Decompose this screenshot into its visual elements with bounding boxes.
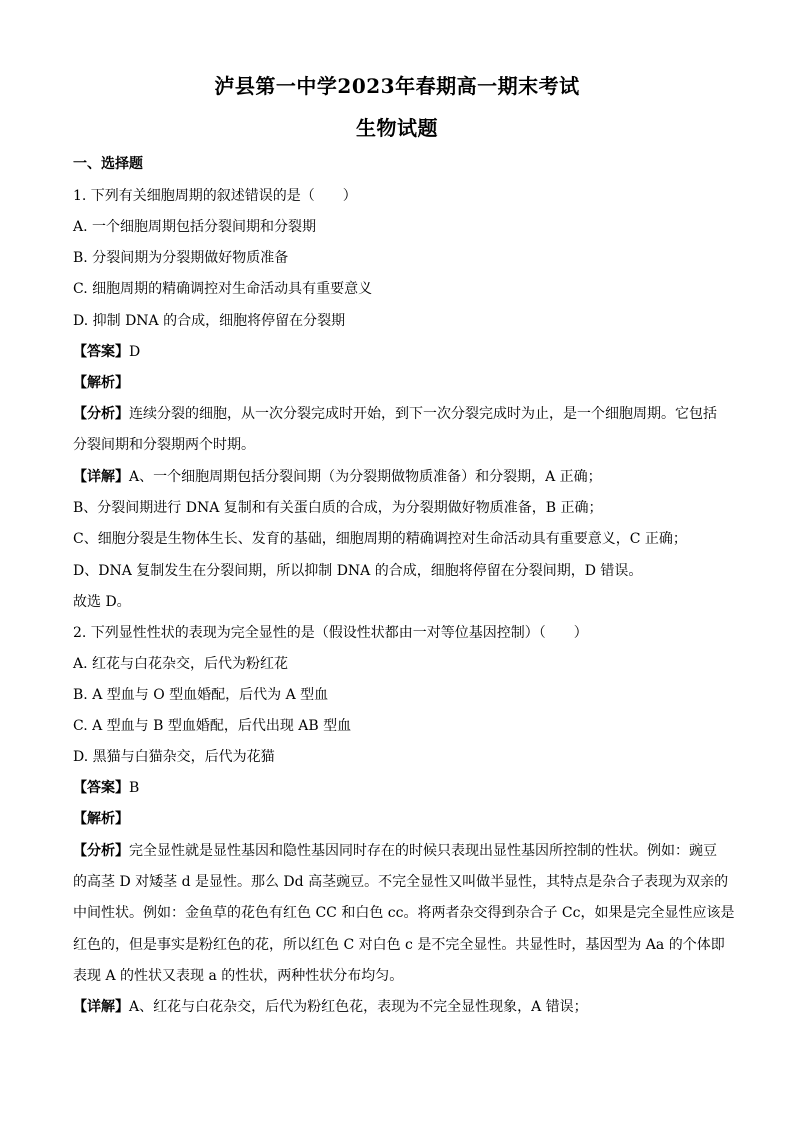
exam-title: 泸县第一中学2023年春期高一期末考试 [214,74,580,98]
q2-fenxi-line: 红色的，但是事实是粉红色的花，所以红色 C 对白色 c 是不完全显性。共显性时，基因型为 Aa 的个体即 [73,937,725,953]
q2-option-b: B. A 型血与 O 型血婚配，后代为 A 型血 [73,687,329,703]
q1-conclusion: 故选 D。 [73,594,131,610]
q1-option-b: B. 分裂间期为分裂期做好物质准备 [73,250,289,266]
q1-answer [73,343,723,361]
q1-xiangjie-label: 【详解】 [73,469,129,485]
q2-xiangjie-label: 【详解】 [73,999,129,1015]
q2-option-d: D. 黑猫与白猫杂交，后代为花猫 [73,749,275,765]
q2-analysis-label: 【解析】 [73,811,129,827]
q1-xiangjie-line [73,468,723,486]
q2-fenxi-line [73,842,723,860]
q2-fenxi-line: 表现 A 的性状又表现 a 的性状，两种性状分布均匀。 [73,968,404,984]
q2-fenxi-line: 的高茎 D 对矮茎 d 是显性。那么 Dd 高茎豌豆。不完全显性又叫做半显性，其特点是杂合子表现为双亲的 [73,874,729,890]
q1-fenxi-label: 【分析】 [73,406,129,422]
q2-fenxi-label: 【分析】 [73,843,129,859]
q2-answer [73,779,723,797]
q1-fenxi-line: 分裂间期和分裂期两个时期。 [73,437,255,453]
q2-fenxi-line: 中间性状。例如：金鱼草的花色有红色 CC 和白色 cc。将两者杂交得到杂合子 Cc，如果是完全显性应该是 [73,905,735,921]
q1-xiangjie-line: D、DNA 复制发生在分裂间期，所以抑制 DNA 的合成，细胞将停留在分裂间期，D 错误。 [73,563,643,579]
q1-option-c: C. 细胞周期的精确调控对生命活动具有重要意义 [73,281,373,297]
q1-analysis-label: 【解析】 [73,375,129,391]
q2-xiangjie-line [73,998,723,1016]
exam-subtitle: 生物试题 [356,116,438,140]
q1-answer-label: 【答案】 [73,344,129,360]
q1-xiangjie-line: B、分裂间期进行 DNA 复制和有关蛋白质的合成，为分裂期做好物质准备，B 正确； [73,500,603,516]
q1-option-d: D. 抑制 DNA 的合成，细胞将停留在分裂期 [73,313,346,329]
q2-option-c: C. A 型血与 B 型血婚配，后代出现 AB 型血 [73,718,352,734]
q1-fenxi-line [73,405,723,423]
q1-xiangjie-text: A、一个细胞周期包括分裂间期（为分裂期做物质准备）和分裂期，A 正确； [129,469,602,485]
q2-answer-value: B [129,780,140,796]
q2-answer-label: 【答案】 [73,780,129,796]
q1-stem: 1. 下列有关细胞周期的叙述错误的是（ ） [73,188,357,204]
q1-option-a: A. 一个细胞周期包括分裂间期和分裂期 [73,219,317,235]
section-heading: 一、选择题 [73,156,143,172]
q1-answer-value: D [129,344,141,360]
q1-xiangjie-line: C、细胞分裂是生物体生长、发育的基础，细胞周期的精确调控对生命活动具有重要意义，C 正确； [73,531,687,547]
q2-stem: 2. 下列显性性状的表现为完全显性的是（假设性状都由一对等位基因控制）（ ） [73,625,588,641]
q2-xiangjie-text: A、红花与白花杂交，后代为粉红色花，表现为不完全显性现象，A 错误； [129,999,588,1015]
q1-fenxi-text: 连续分裂的细胞，从一次分裂完成时开始，到下一次分裂完成时为止，是一个细胞周期。它包括 [129,406,717,422]
q2-fenxi-text: 完全显性就是显性基因和隐性基因同时存在的时候只表现出显性基因所控制的性状。例如：豌豆 [129,843,717,859]
q2-option-a: A. 红花与白花杂交，后代为粉红花 [73,656,289,672]
